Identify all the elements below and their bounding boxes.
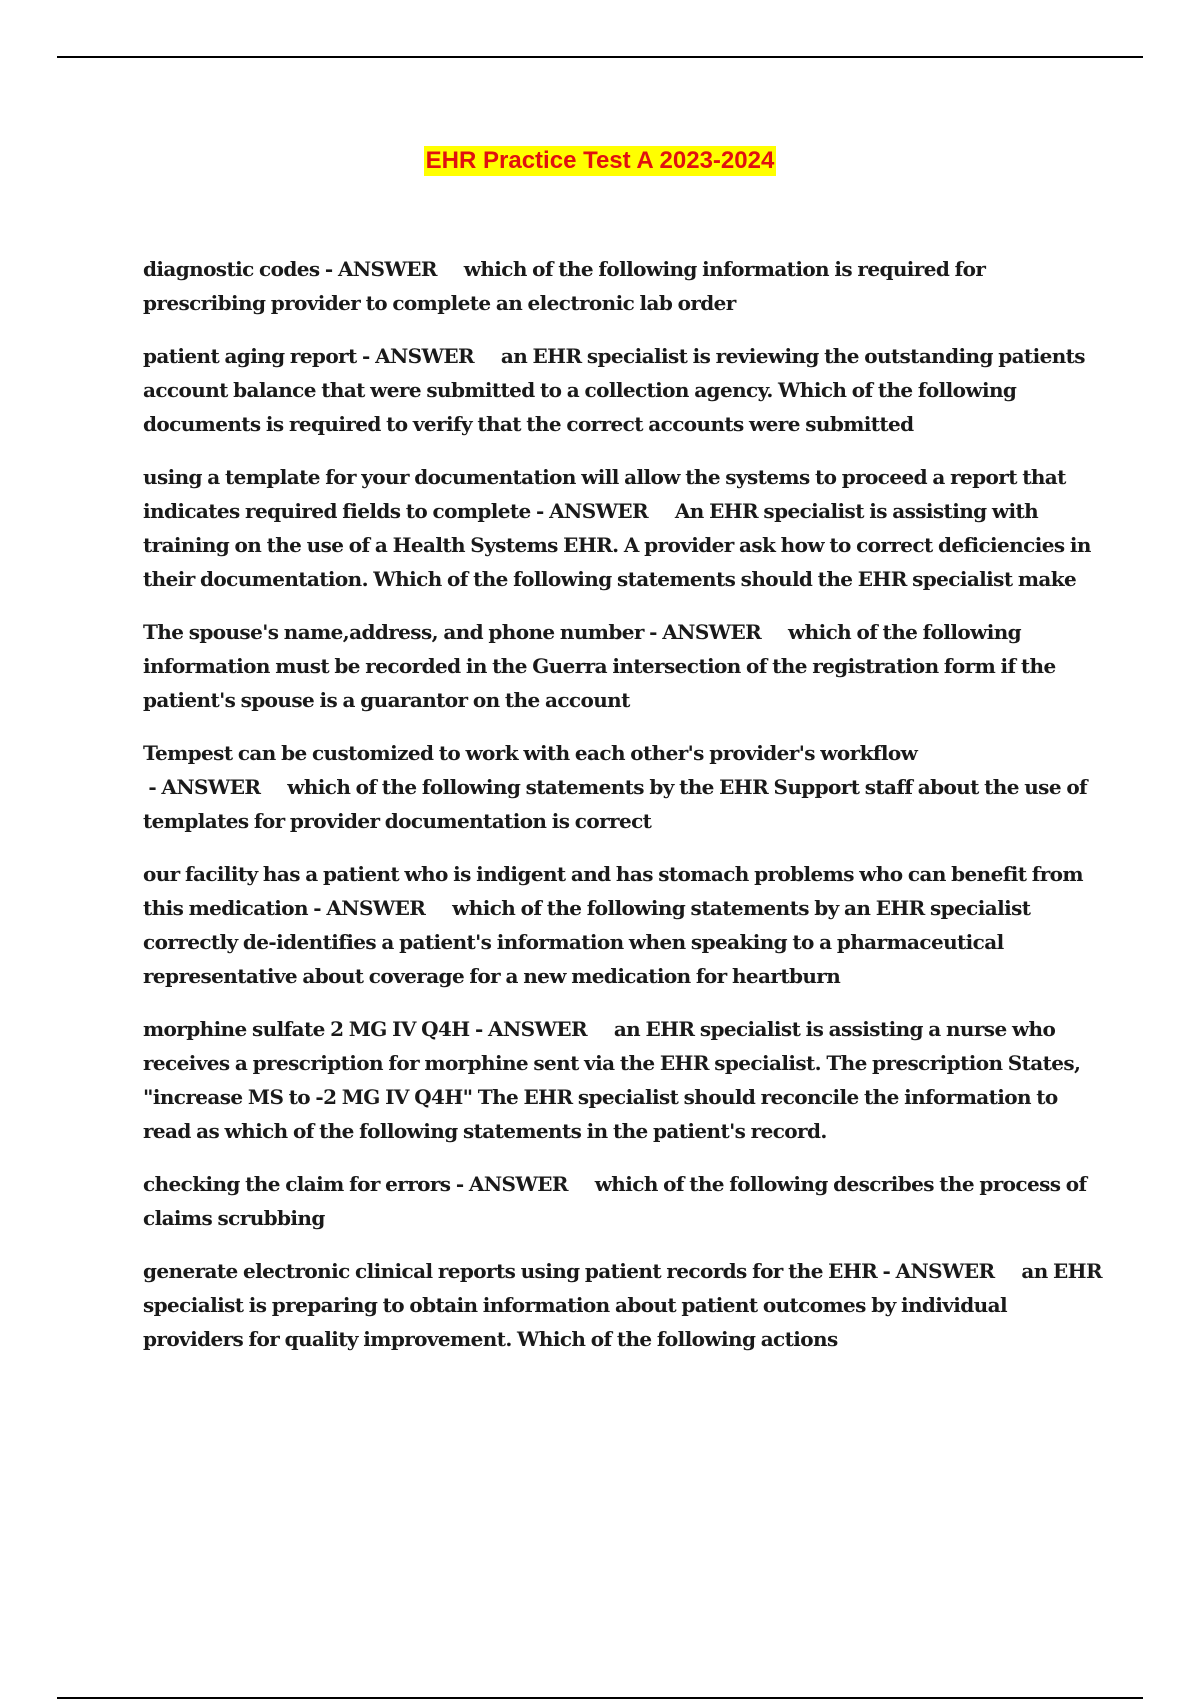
answer-separator: - ANSWER <box>356 344 501 368</box>
qa-item <box>143 1012 1103 1148</box>
answer-separator: - ANSWER <box>877 1259 1022 1283</box>
qa-item <box>143 615 1103 717</box>
answer-separator: - ANSWER <box>469 1017 614 1041</box>
question-text: which of the following information must be recorded in the Guerra intersection of the registration form if the patient's spouse is a guarantor on the account <box>143 620 1056 712</box>
question-text: an EHR specialist is preparing to obtain information about patient outcomes by individual providers for quality improvement. Which of the following actions <box>143 1259 1102 1351</box>
bottom-rule <box>57 1697 1143 1699</box>
answer-text: morphine sulfate 2 MG IV Q4H <box>143 1017 470 1041</box>
answer-separator: - ANSWER <box>307 896 453 920</box>
answer-text: using a template for your documentation will allow the systems to proceed a report that indicates required fields to complete <box>143 465 1066 523</box>
answer-separator: - ANSWER <box>319 257 464 281</box>
answer-text: diagnostic codes <box>143 257 320 281</box>
question-text: An EHR specialist is assisting with training on the use of a Health Systems EHR. A provider ask how to correct deficiencies in their documentation. Which of the following statements should the EHR specialist make <box>143 499 1091 591</box>
document-title: EHR Practice Test A 2023-2024 <box>425 147 775 174</box>
answer-separator: - ANSWER <box>143 775 288 799</box>
qa-item <box>143 736 1103 838</box>
answer-text: generate electronic clinical reports using patient records for the EHR <box>143 1259 878 1283</box>
qa-item <box>143 1167 1103 1235</box>
question-text: which of the following describes the process of claims scrubbing <box>143 1172 1087 1230</box>
question-text: an EHR specialist is assisting a nurse who receives a prescription for morphine sent via the EHR specialist. The prescription States, "increase MS to -2 MG IV Q4H" The EHR specialist should reconcile the information to read as which of the following statements in the patient's record. <box>143 1017 1081 1143</box>
answer-text: checking the claim for errors <box>143 1172 451 1196</box>
qa-list <box>143 252 1103 1375</box>
question-text: which of the following statements by an EHR specialist correctly de-identifies a patient's information when speaking to a pharmaceutical representative about coverage for a new medication for heartburn <box>143 896 1031 988</box>
title-container <box>0 146 1200 176</box>
qa-item <box>143 857 1103 993</box>
answer-text: our facility has a patient who is indigent and has stomach problems who can benefit from this medication <box>143 862 1083 920</box>
question-text: which of the following information is required for prescribing provider to complete an electronic lab order <box>143 257 986 315</box>
question-text: an EHR specialist is reviewing the outstanding patients account balance that were submitted to a collection agency. Which of the following documents is required to verify that the correct accounts were submitted <box>143 344 1085 436</box>
qa-item <box>143 460 1103 596</box>
qa-item <box>143 339 1103 441</box>
answer-text: The spouse's name,address, and phone number <box>143 620 644 644</box>
answer-separator: - ANSWER <box>450 1172 595 1196</box>
answer-separator: - ANSWER <box>530 499 675 523</box>
answer-separator: - ANSWER <box>643 620 789 644</box>
qa-item <box>143 252 1103 320</box>
qa-item <box>143 1254 1103 1356</box>
answer-text: Tempest can be customized to work with each other's provider's workflow <box>143 741 918 765</box>
answer-text: patient aging report <box>143 344 357 368</box>
top-rule <box>57 56 1143 58</box>
question-text: which of the following statements by the EHR Support staff about the use of templates for provider documentation is correct <box>143 775 1088 833</box>
